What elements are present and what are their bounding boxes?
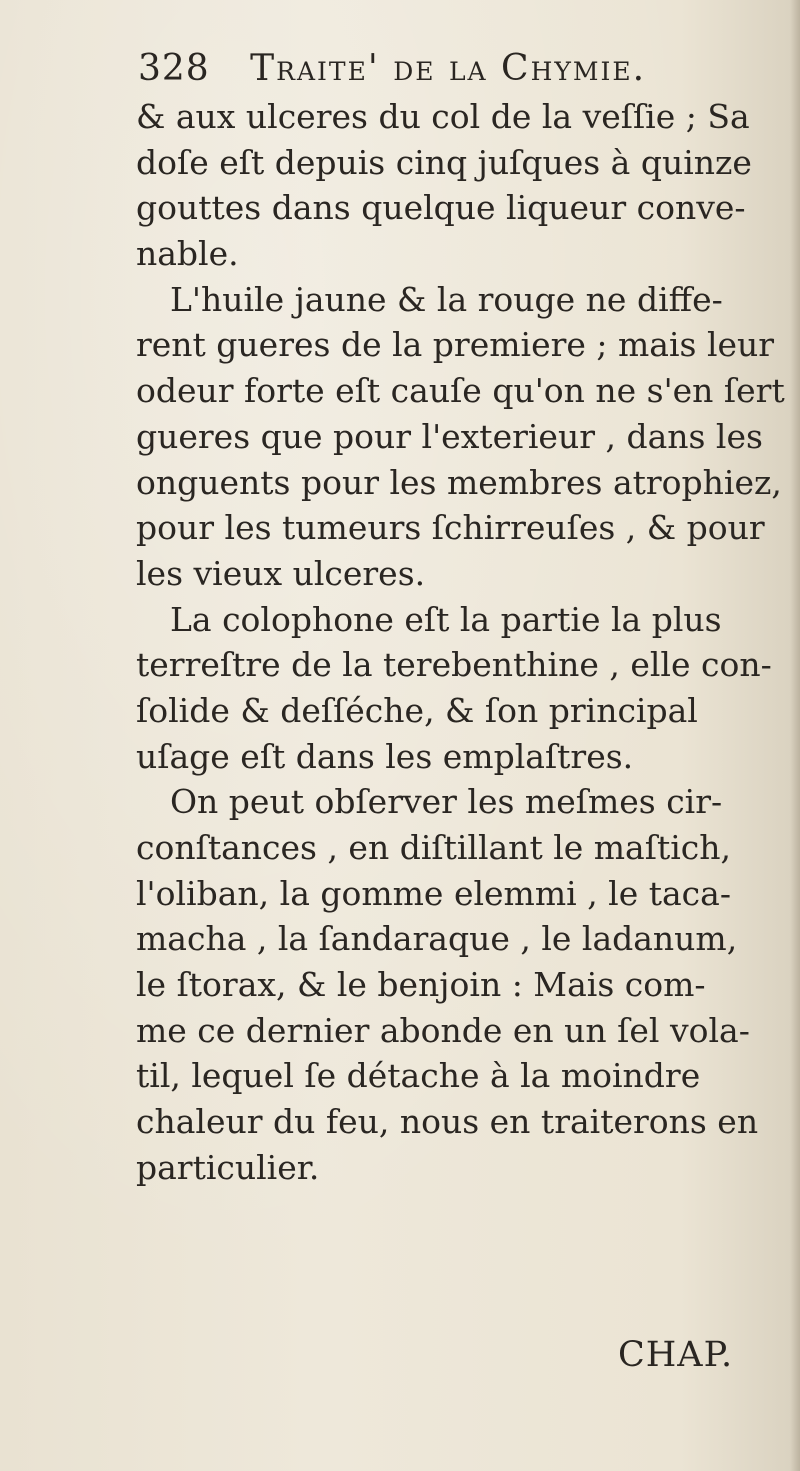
- text-line: til, lequel ſe détache à la moindre: [136, 1056, 701, 1096]
- text-line: pour les tumeurs ſchirreuſes , & pour: [136, 508, 765, 548]
- text-line: On peut obſerver les meſmes cir-: [170, 782, 723, 822]
- text-line: onguents pour les membres atrophiez,: [136, 462, 782, 502]
- text-line: particulier.: [136, 1147, 320, 1187]
- text-line: L'huile jaune & la rouge ne diffe-: [170, 279, 723, 319]
- text-line: macha , la ſandaraque , le ladanum,: [136, 919, 738, 959]
- text-line: nable.: [136, 234, 239, 274]
- text-line: gueres que pour l'exterieur , dans les: [136, 416, 763, 456]
- text-line: les vieux ulceres.: [136, 553, 426, 593]
- running-title: Traite' de la Chymie.: [250, 48, 647, 89]
- text-line: terreſtre de la terebenthine , elle con-: [136, 645, 772, 685]
- text-line: uſage eſt dans les emplaſtres.: [136, 736, 634, 776]
- text-line: conſtances , en diſtillant le maſtich,: [136, 828, 731, 867]
- text-line: ſolide & deſſéche, & ſon principal: [136, 690, 698, 730]
- text-line: l'oliban, la gomme elemmi , le taca-: [136, 873, 731, 913]
- page-number: 328: [138, 48, 210, 89]
- text-line: doſe eſt depuis cinq juſques à quinze: [136, 142, 752, 182]
- text-line: La colophone eſt la partie la plus: [170, 599, 722, 639]
- text-line: & aux ulceres du col de la veſſie ; Sa: [136, 97, 750, 136]
- running-head: [138, 44, 758, 94]
- text-line: chaleur du feu, nous en traiterons en: [136, 1102, 759, 1142]
- page-edge-shadow: [790, 0, 800, 1471]
- text-line: le ſtorax, & le benjoin : Mais com-: [136, 965, 706, 1005]
- text-line: gouttes dans quelque liqueur conve-: [136, 188, 746, 228]
- text-line: me ce dernier abonde en un ſel vola-: [136, 1010, 750, 1050]
- body-text: [136, 94, 786, 1191]
- text-line: rent gueres de la premiere ; mais leur: [136, 325, 775, 365]
- catchword: CHAP.: [618, 1335, 734, 1375]
- text-line: odeur forte eſt cauſe qu'on ne s'en ſert: [136, 371, 785, 411]
